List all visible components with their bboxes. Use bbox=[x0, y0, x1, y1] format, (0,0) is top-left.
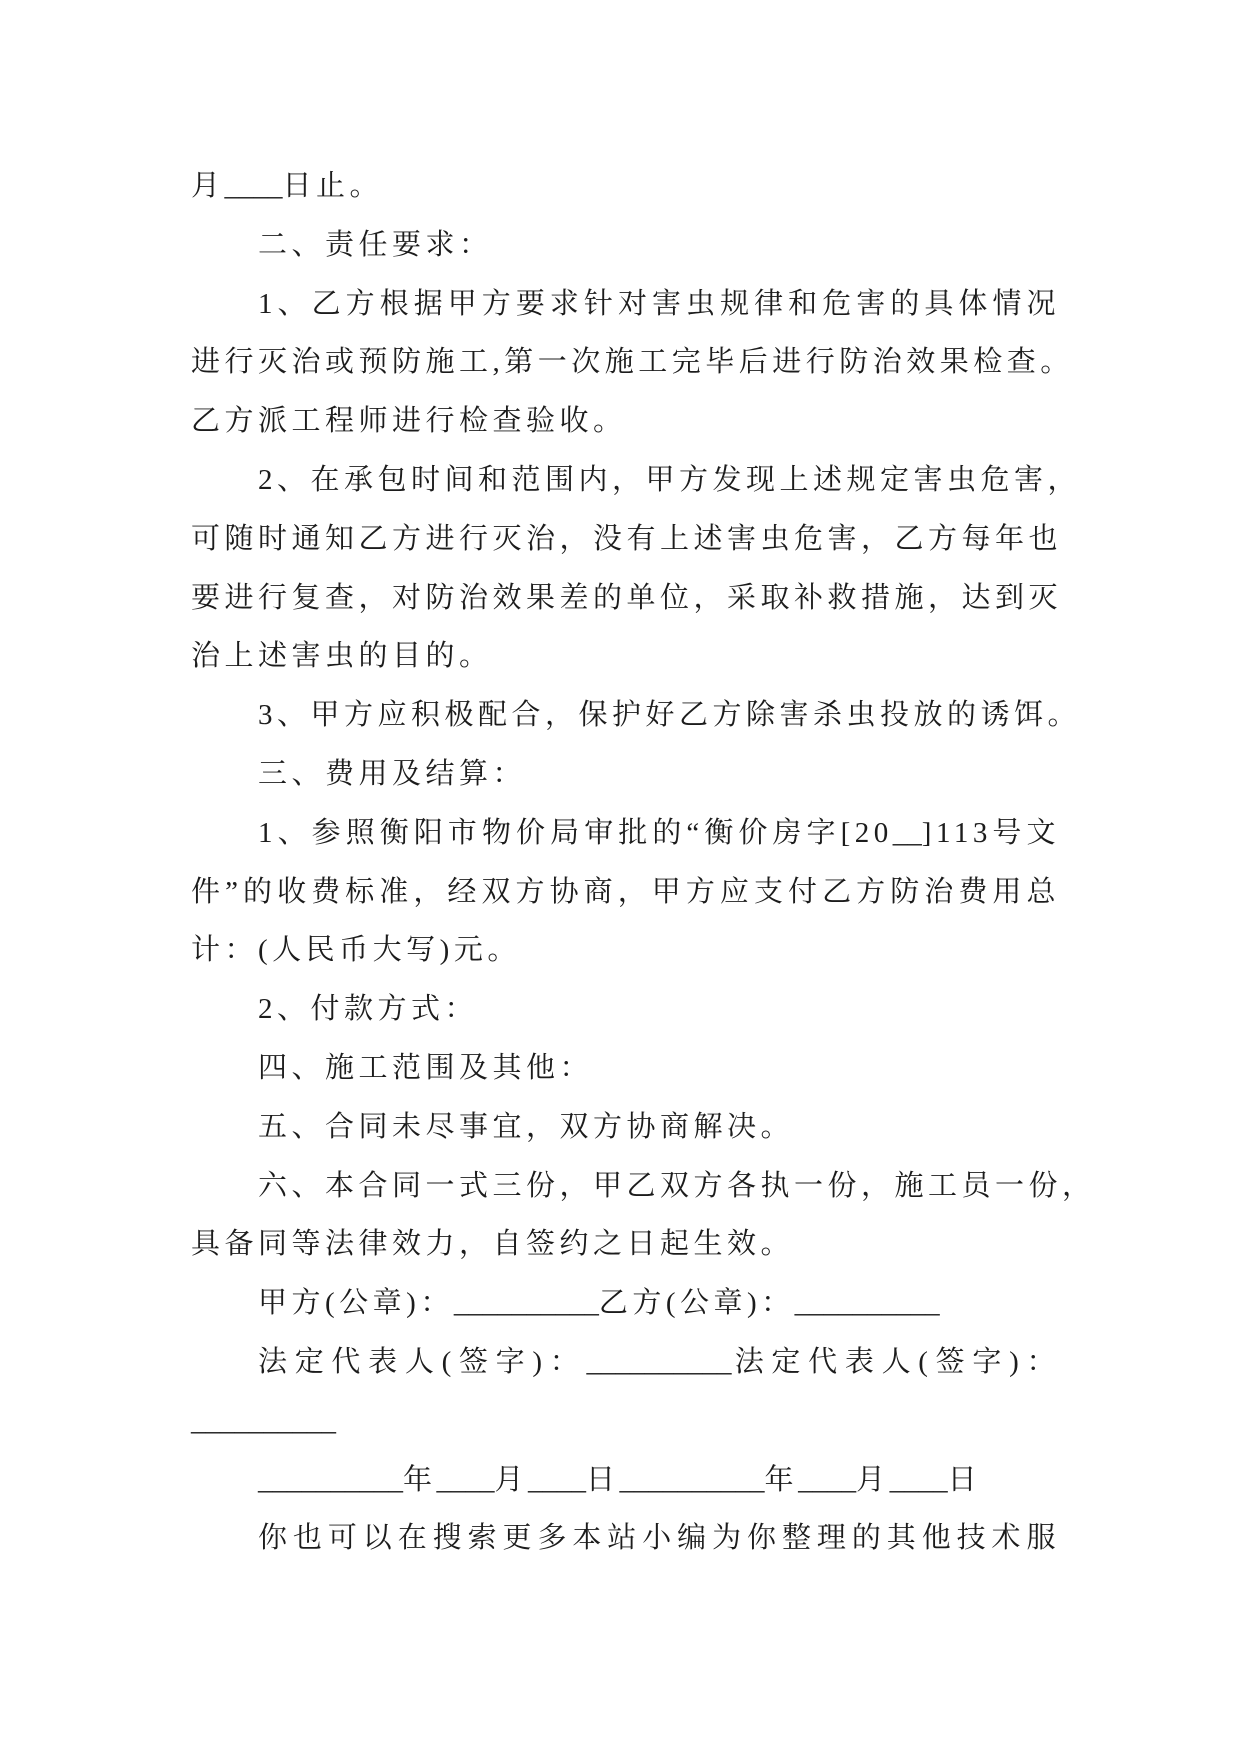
blank-underline: __________ bbox=[453, 1287, 599, 1320]
responsibility-item-2-line-2: 可随时通知乙方进行灭治，没有上述害虫危害，乙方每年也 bbox=[191, 522, 1063, 555]
blank-underline: __________ bbox=[619, 1463, 765, 1496]
heading-fees-and-settlement: 三、费用及结算： bbox=[258, 757, 527, 790]
fee-item-1-line-3: 计：(人民币大写)元。 bbox=[191, 934, 521, 967]
responsibility-item-1-line-1: 1、乙方根据甲方要求针对害虫规律和危害的具体情况 bbox=[258, 287, 1060, 320]
heading-responsibility-requirements: 二、责任要求： bbox=[258, 228, 493, 261]
blank-underline: ____ bbox=[528, 1463, 587, 1496]
blank-underline: ____ bbox=[224, 170, 283, 202]
blank-underline: ____ bbox=[798, 1463, 857, 1496]
blank-underline: ____ bbox=[436, 1463, 495, 1496]
term-end-line: 月____日止。 bbox=[191, 170, 384, 202]
responsibility-item-2-line-4: 治上述害虫的目的。 bbox=[191, 640, 493, 673]
clause-copies-line-1: 六、本合同一式三份，甲乙双方各执一份，施工员一份， bbox=[258, 1169, 1096, 1202]
responsibility-item-3: 3、甲方应积极配合，保护好乙方除害杀虫投放的诱饵。 bbox=[258, 699, 1082, 732]
blank-underline: __________ bbox=[258, 1463, 403, 1496]
blank-underline: __ bbox=[892, 816, 922, 849]
clause-unresolved-matters: 五、合同未尽事宜，双方协商解决。 bbox=[258, 1110, 795, 1143]
blank-underline: __________ bbox=[794, 1287, 940, 1320]
responsibility-item-1-line-3: 乙方派工程师进行检查验收。 bbox=[191, 405, 627, 438]
fee-item-2-payment-method: 2、付款方式： bbox=[258, 993, 479, 1026]
closing-note-line: 你也可以在搜索更多本站小编为你整理的其他技术服 bbox=[258, 1522, 1060, 1555]
document-page bbox=[191, 157, 1096, 1568]
clause-copies-line-2: 具备同等法律效力，自签约之日起生效。 bbox=[191, 1228, 795, 1261]
fee-item-1-line-2: 件”的收费标准，经双方协商，甲方应支付乙方防治费用总 bbox=[191, 875, 1060, 908]
blank-underline: ____ bbox=[889, 1463, 948, 1496]
fee-item-1-line-1: 1、参照衡阳市物价局审批的“衡价房字[20__]113号文 bbox=[258, 816, 1061, 849]
legal-representative-signature-line: 法定代表人(签字)：__________法定代表人(签字)： bbox=[258, 1345, 1060, 1378]
responsibility-item-1-line-2: 进行灭治或预防施工,第一次施工完毕后进行防治效果检查。 bbox=[191, 346, 1074, 379]
blank-underline: __________ bbox=[191, 1404, 336, 1437]
heading-construction-scope: 四、施工范围及其他： bbox=[258, 1051, 594, 1084]
blank-underline: __________ bbox=[586, 1345, 732, 1378]
signing-date-line: __________年____月____日__________年____月____日 bbox=[258, 1463, 982, 1496]
responsibility-item-2-line-3: 要进行复查，对防治效果差的单位，采取补救措施，达到灭 bbox=[191, 581, 1063, 614]
signature-blank-line bbox=[191, 1392, 1060, 1451]
responsibility-item-2-line-1: 2、在承包时间和范围内，甲方发现上述规定害虫危害， bbox=[258, 463, 1082, 496]
party-seal-line: 甲方(公章)：__________乙方(公章)：__________ bbox=[258, 1287, 940, 1320]
